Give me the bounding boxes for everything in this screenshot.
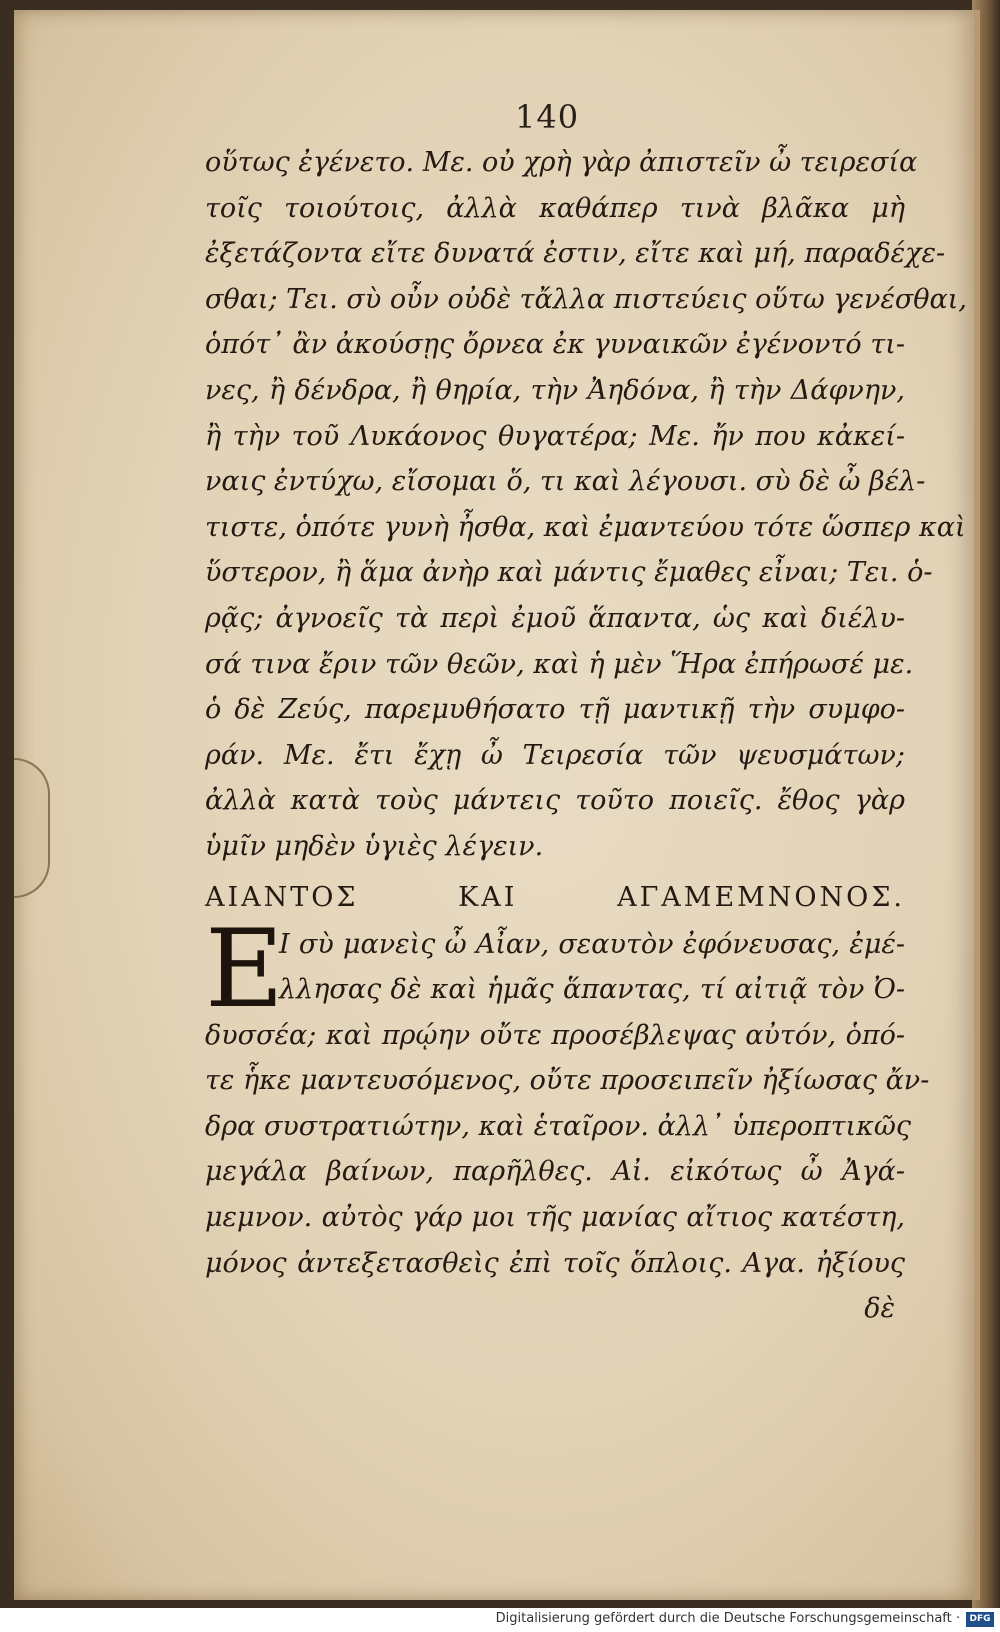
- text-line: μόνος ἀντεξετασθεὶς ἐπὶ τοῖς ὅπλοις. Αγα. ἠξίους: [205, 1247, 905, 1279]
- text-block: [205, 140, 967, 1332]
- funding-notice: Digitalisierung gefördert durch die Deutsche Forschungsgemeinschaft ·: [495, 1611, 960, 1626]
- text-line: ὑμῖν μηδὲν ὑγιὲς λέγειν.: [205, 830, 544, 862]
- dfg-logo-icon: DFG: [966, 1612, 994, 1627]
- text-line: ἐξετάζοντα εἴτε δυνατά ἐστιν, εἴτε καὶ μή, παραδέχε-: [205, 238, 946, 270]
- section-heading: ΑΙΑΝΤΟΣ ΚΑΙ ΑΓΑΜΕΜΝΟΝΟΣ.: [205, 881, 905, 913]
- text-line: μεμνον. αὐτὸς γάρ μοι τῆς μανίας αἴτιος κατέστη,: [205, 1202, 905, 1234]
- text-line: ναις ἐντύχω, εἴσομαι ὅ, τι καὶ λέγουσι. σὺ δὲ ὦ βέλ-: [205, 466, 926, 498]
- text-line: δυσσέα; καὶ πρῴην οὔτε προσέβλεψας αὐτόν, ὁπό-: [205, 1019, 905, 1051]
- text-line: τιστε, ὁπότε γυνὴ ἦσθα, καὶ ἐμαντεύου τότε ὥσπερ καὶ: [205, 511, 966, 543]
- dropcap-letter: E: [205, 906, 284, 1032]
- text-line: ὁ δὲ Ζεύς, παρεμυθήσατο τῇ μαντικῇ τὴν συμφο-: [205, 694, 905, 726]
- catchword: δὲ: [864, 1293, 895, 1325]
- catchword-row: [205, 1286, 905, 1332]
- page-tab-notch: [14, 758, 50, 898]
- text-line: μεγάλα βαίνων, παρῆλθες. Αἰ. εἰκότως ὦ Ἀγά-: [205, 1156, 905, 1188]
- text-line: σθαι; Τει. σὺ οὖν οὐδὲ τἄλλα πιστεύεις οὕτω γενέσθαι,: [205, 283, 967, 315]
- text-line: ἢ τὴν τοῦ Λυκάονος θυγατέρα; Με. ἤν που κἀκεί-: [205, 420, 905, 452]
- page-number: 140: [515, 98, 580, 136]
- text-line: ἀλλὰ κατὰ τοὺς μάντεις τοῦτο ποιεῖς. ἔθος γὰρ: [205, 785, 905, 817]
- footer-bar: [0, 1608, 1000, 1632]
- text-line: λλησας δὲ καὶ ἡμᾶς ἅπαντας, τί αἰτιᾷ τὸν Ὀ-: [279, 974, 905, 1006]
- text-line: οὕτως ἐγένετο. Με. οὐ χρὴ γὰρ ἀπιστεῖν ὦ τειρεσία: [205, 147, 918, 178]
- text-line: ρᾷς; ἀγνοεῖς τὰ περὶ ἐμοῦ ἅπαντα, ὡς καὶ διέλυ-: [205, 602, 905, 634]
- dropcap-paragraph: [205, 906, 905, 1032]
- text-line: δρα συστρατιώτην, καὶ ἑταῖρον. ἀλλ᾽ ὑπεροπτικῶς: [205, 1110, 911, 1142]
- text-line: Ι σὺ μανεὶς ὦ Αἶαν, σεαυτὸν ἐφόνευσας, ἐμέ-: [279, 928, 905, 960]
- text-line: νες, ἢ δένδρα, ἢ θηρία, τὴν Ἀηδόνα, ἢ τὴν Δάφνην,: [205, 374, 905, 406]
- text-line: ράν. Με. ἔτι ἔχῃ ὦ Τειρεσία τῶν ψευσμάτων;: [205, 739, 905, 771]
- text-line: σά τινα ἔριν τῶν θεῶν, καὶ ἡ μὲν Ἥρα ἐπήρωσέ με.: [205, 648, 914, 680]
- text-line: τοῖς τοιούτοις, ἀλλὰ καθάπερ τινὰ βλᾶκα μὴ: [205, 192, 905, 224]
- text-line: ὕστερον, ἢ ἅμα ἀνὴρ καὶ μάντις ἔμαθες εἶναι; Τει. ὁ-: [205, 557, 933, 589]
- text-line: ὁπότ᾽ ἂν ἀκούσῃς ὄρνεα ἐκ γυναικῶν ἐγένοντό τι-: [205, 329, 905, 361]
- text-line: τε ἧκε μαντευσόμενος, οὔτε προσειπεῖν ἠξίωσας ἄν-: [205, 1065, 930, 1097]
